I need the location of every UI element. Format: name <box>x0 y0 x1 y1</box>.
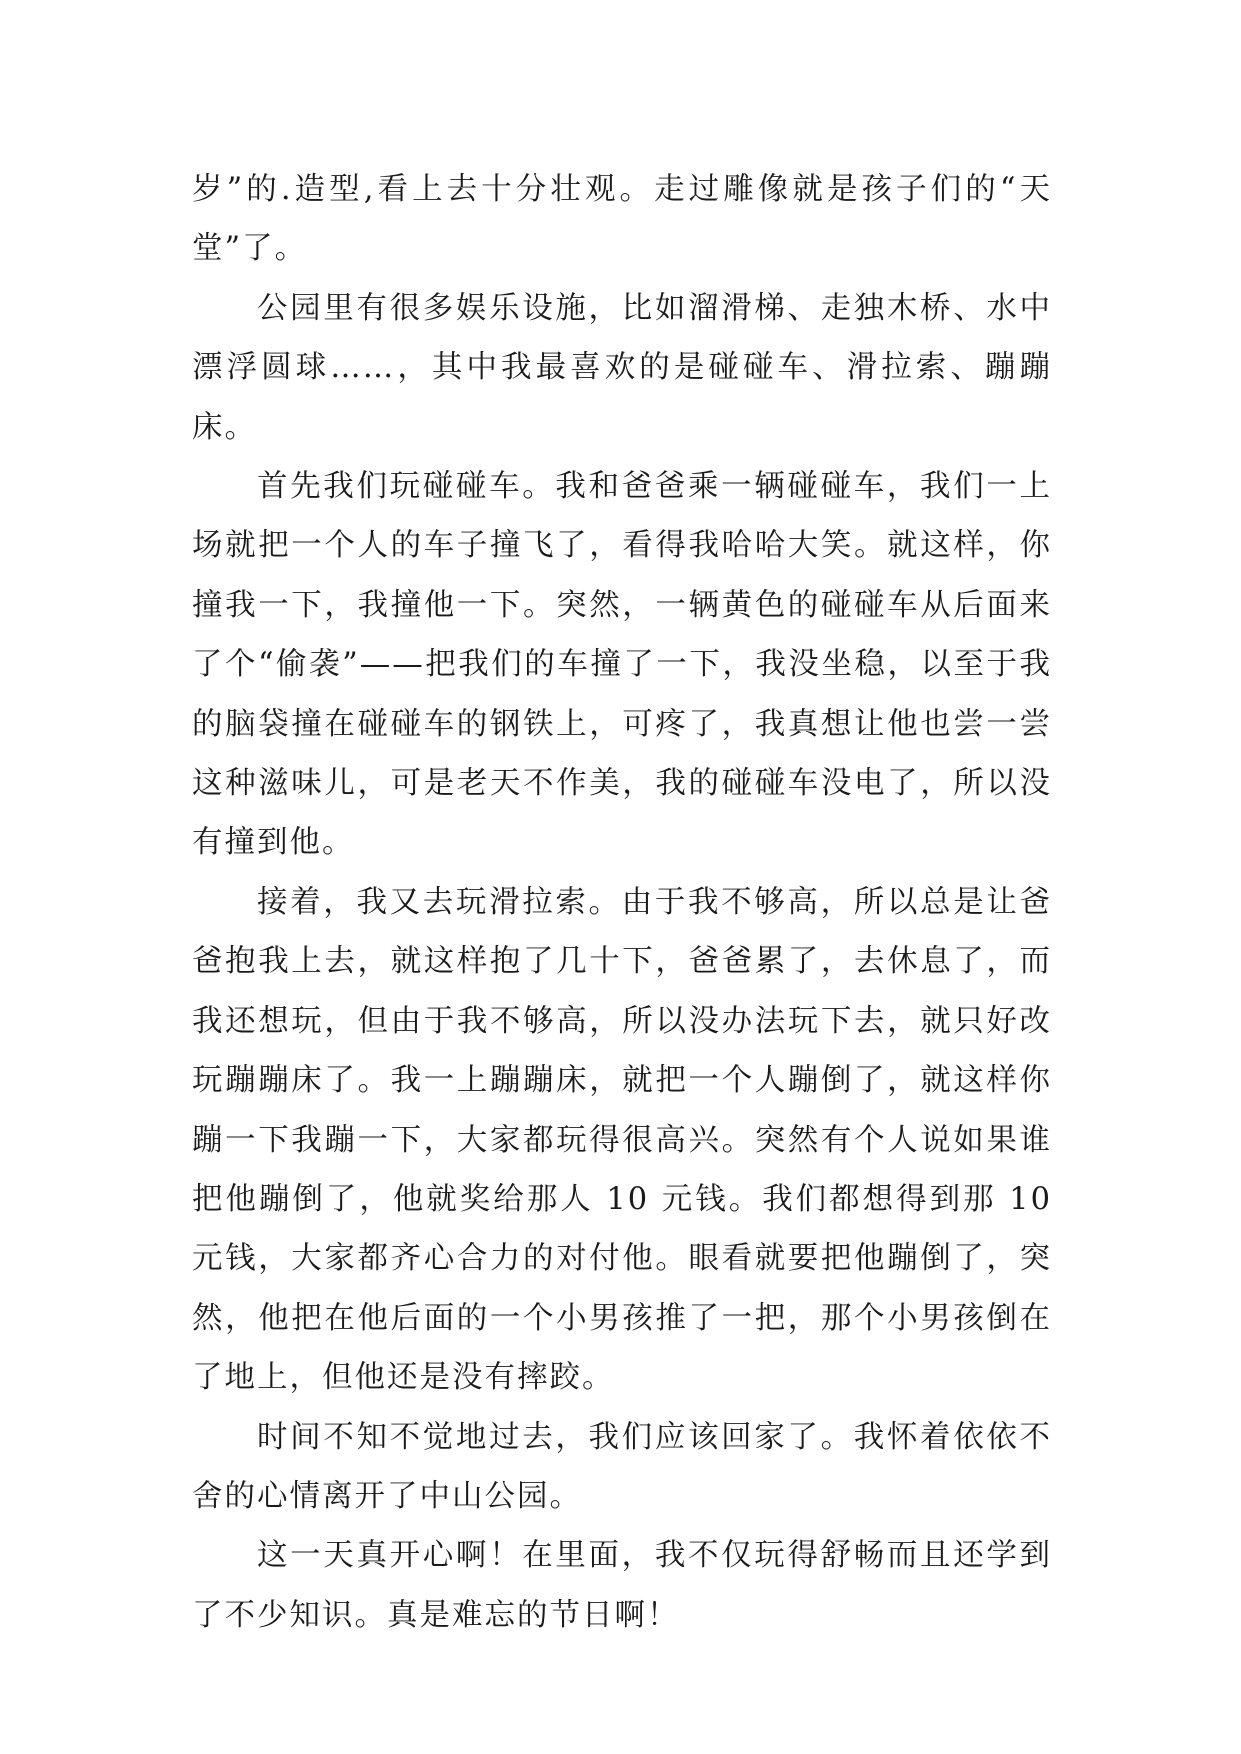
paragraph-4: 接着，我又去玩滑拉索。由于我不够高，所以总是让爸爸抱我上去，就这样抱了几十下，爸爸累了，去休息了，而我还想玩，但由于我不够高，所以没办法玩下去，就只好改玩蹦蹦床了。我一上蹦蹦床，就把一个人蹦倒了，就这样你蹦一下我蹦一下，大家都玩得很高兴。突然有个人说如果谁把他蹦倒了，他就奖给那人 10 元钱。我们都想得到那 10 元钱，大家都齐心合力的对付他。眼看就要把他蹦倒了，突然，他把在他后面的一个小男孩推了一把，那个小男孩倒在了地上，但他还是没有摔跤。 <box>192 884 1052 1396</box>
paragraph-3: 首先我们玩碰碰车。我和爸爸乘一辆碰碰车，我们一上场就把一个人的车子撞飞了，看得我哈哈大笑。就这样，你撞我一下，我撞他一下。突然，一辆黄色的碰碰车从后面来了个“偷袭”——把我们的车撞了一下，我没坐稳，以至于我的脑袋撞在碰碰车的钢铁上，可疼了，我真想让他也尝一尝这种滋味儿，可是老天不作美，我的碰碰车没电了，所以没有撞到他。 <box>192 469 1052 861</box>
document-body <box>192 160 1052 1645</box>
paragraph-5: 时间不知不觉地过去，我们应该回家了。我怀着依依不舍的心情离开了中山公园。 <box>192 1419 1052 1514</box>
paragraph-1: 岁”的.造型,看上去十分壮观。走过雕像就是孩子们的“天堂”了。 <box>192 172 1052 267</box>
paragraph-2: 公园里有很多娱乐设施，比如溜滑梯、走独木桥、水中漂浮圆球……，其中我最喜欢的是碰碰车、滑拉索、蹦蹦床。 <box>192 290 1052 445</box>
paragraph-6: 这一天真开心啊！在里面，我不仅玩得舒畅而且还学到了不少知识。真是难忘的节日啊！ <box>192 1538 1052 1633</box>
